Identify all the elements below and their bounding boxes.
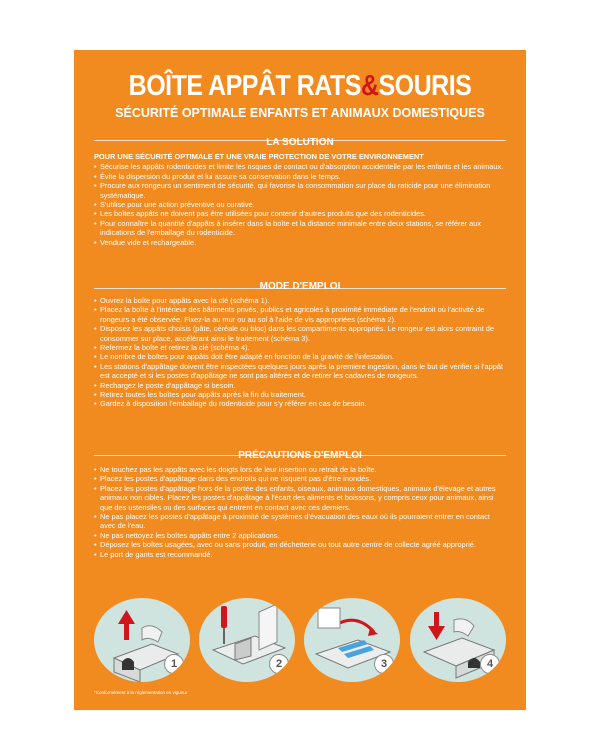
section-precautions	[94, 450, 506, 559]
bullet-item: • Évite la dispersion du produit et lui assure sa conservation dans le temps.	[94, 172, 506, 181]
bullet-item: • Ne pas placez les postes d'appâtage à proximité de systèmes d'évacuation des eaux où ils pourraient entrer en contact avec de l'eau.	[94, 512, 506, 531]
bullet-item: • S'utilise pour une action préventive ou curative.	[94, 200, 506, 209]
bullet-item: • Placez les postes d'appâtage dans des endroits qui ne risquent pas d'être inondés.	[94, 474, 506, 483]
bullet-item: • Ne touchez pas les appâts avec les doigts lors de leur insertion ou retrait de la boîte.	[94, 465, 506, 474]
step-4-illustration	[410, 598, 506, 682]
bullet-item: • Procure aux rongeurs un sentiment de sécurité, qui favorise la consommation sur place du raticide pour une élimination systématique.	[94, 181, 506, 200]
bullet-item: • Disposez les appâts choisis (pâte, céréale ou bloc) dans les compartiments appropriés. Le rongeur est alors contraint de consommer sur place, accélérant ainsi le traitement (schéma 3).	[94, 324, 506, 343]
bullet-item: • Placez la boîte à l'intérieur des bâtiments privés, publics et agricoles à proximité immédiate de l'endroit où l'activité de rongeurs a été observée. Fixez-la au mur ou au sol à l'aide de vis appropriées (schéma 2).	[94, 305, 506, 324]
bullet-item: • Vendue vide et rechargeable.	[94, 238, 506, 247]
solution-heading: LA SOLUTION	[266, 137, 334, 148]
section-mode	[94, 281, 506, 409]
step-3-illustration	[304, 598, 400, 682]
bullet-item: • Les boîtes appâts ne doivent pas être utilisées pour contenir d'autres produits que des rodenticides.	[94, 209, 506, 218]
step-1-illustration	[94, 598, 190, 682]
precautions-heading: PRÉCAUTIONS D'EMPLOI	[238, 450, 362, 461]
solution-lead: POUR UNE SÉCURITÉ OPTIMALE ET UNE VRAIE PROTECTION DE VOTRE ENVIRONNEMENT	[94, 152, 424, 161]
step-2-illustration	[199, 598, 295, 682]
product-title: BOÎTE APPÂT RATS&SOURIS	[128, 69, 472, 103]
mode-heading: MODE D'EMPLOI	[259, 281, 341, 292]
bullet-item: • Retirez toutes les boîtes pour appâts après la fin du traitement.	[94, 390, 506, 399]
step-number: 1	[164, 654, 184, 674]
step-number: 3	[374, 654, 394, 674]
precautions-list	[94, 465, 506, 559]
bullet-item: • Ne pas nettoyez les boîtes appâts entre 2 applications.	[94, 531, 506, 540]
mode-list	[94, 296, 506, 409]
bullet-item: • Les stations d'appâtage doivent être inspectées quelques jours après la première ingestion, dans le but de vérifier si l'appât est accepté et si les postes d'appâtage ne sont pas altérés et de retirer les cadavres de rongeurs.	[94, 362, 506, 381]
bullet-item: • Gardez à disposition l'emballage du rodenticide pour s'y référer en cas de besoin.	[94, 399, 506, 408]
bullet-item: • Le nombre de boîtes pour appâts doit être adapté en fonction de la gravité de l'infestation.	[94, 352, 506, 361]
section-solution	[94, 137, 506, 247]
solution-list	[94, 162, 506, 247]
instruction-board	[74, 50, 526, 710]
bullet-item: • Déposez les boîtes usagées, avec ou sans produit, en déchetterie ou tout autre centre de collecte agréé approprié.	[94, 540, 506, 549]
product-subtitle: SÉCURITÉ OPTIMALE ENFANTS ET ANIMAUX DOMESTIQUES	[115, 106, 485, 120]
footnote: *Conformément à la réglementation en vigueur	[94, 690, 188, 695]
bullet-item: • Ouvrez la boîte pour appâts avec la clé (schéma 1).	[94, 296, 506, 305]
step-number: 2	[269, 654, 289, 674]
bullet-item: • Sécurise les appâts rodenticides et limite les risques de contact ou d'absorption accidentelle par les enfants et les animaux.	[94, 162, 506, 171]
step-illustrations	[94, 598, 506, 684]
bullet-item: • Pour connaître la quantité d'appâts à insérer dans la boîte et la distance minimale entre deux stations, se référer aux indications de l'emballage du rodenticide.	[94, 219, 506, 238]
bullet-item: • Refermez la boîte et retirez la clé (schéma 4).	[94, 343, 506, 352]
step-number: 4	[480, 654, 500, 674]
bullet-item: • Le port de gants est recommandé.	[94, 550, 506, 559]
bullet-item: • Placez les postes d'appâtage hors de la portée des enfants, oiseaux, animaux domestiques, animaux d'élevage et autres animaux non cibles. Placez les postes d'appâtage à l'écart des aliments et boissons, y compris ceux pour animaux, ainsi que des ustensiles ou des surfaces qui entrent en contact avec ces derniers.	[94, 484, 506, 512]
bullet-item: • Rechargez le poste d'appâtage si besoin.	[94, 381, 506, 390]
